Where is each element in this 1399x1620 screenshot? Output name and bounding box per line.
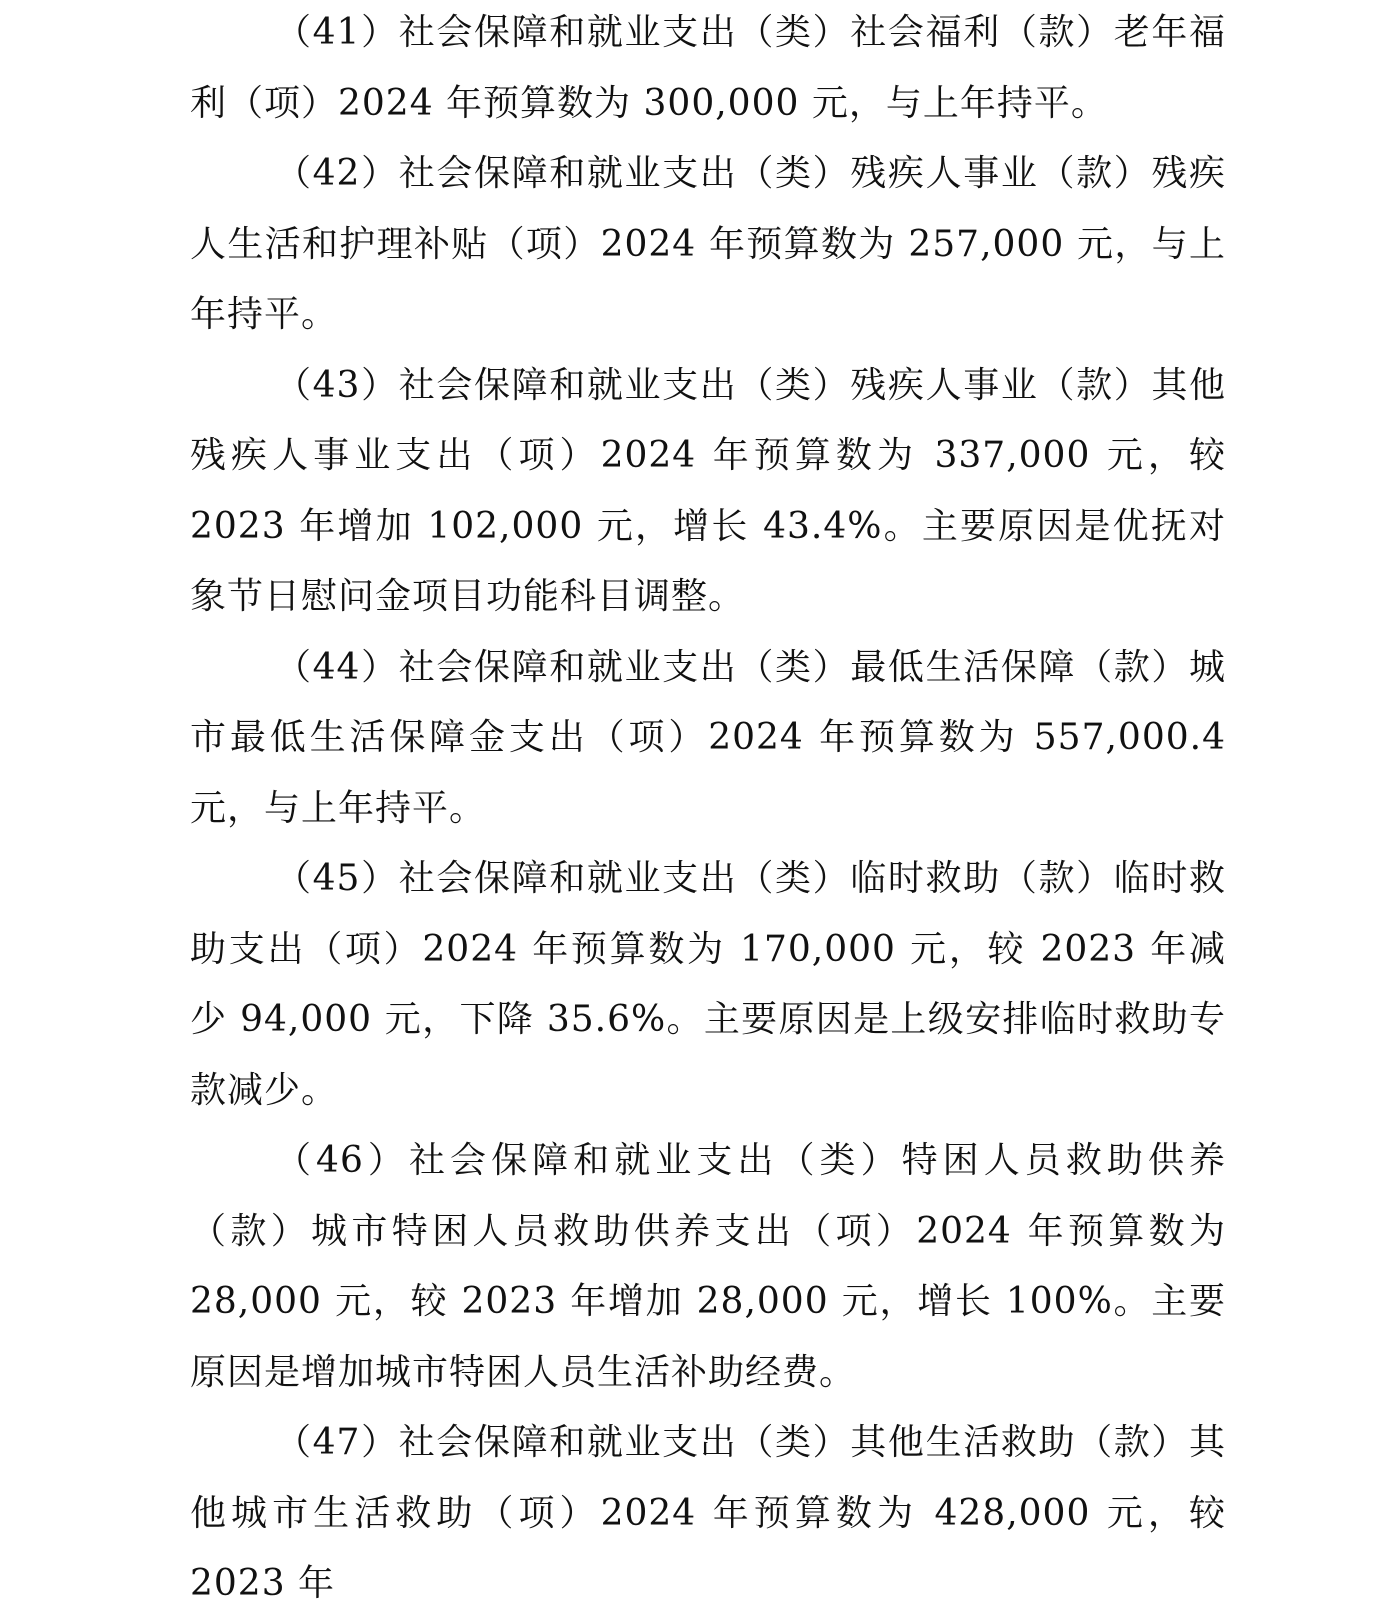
paragraph-46: （46）社会保障和就业支出（类）特困人员救助供养（款）城市特困人员救助供养支出（项）2024 年预算数为 28,000 元，较 2023 年增加 28,000 元，增长 100%。主要原因是增加城市特困人员生活补助经费。 xyxy=(190,1140,1226,1393)
paragraph-41: （41）社会保障和就业支出（类）社会福利（款）老年福利（项）2024 年预算数为 300,000 元，与上年持平。 xyxy=(190,12,1226,124)
paragraph-44: （44）社会保障和就业支出（类）最低生活保障（款）城市最低生活保障金支出（项）2024 年预算数为 557,000.4 元，与上年持平。 xyxy=(190,646,1226,829)
paragraph-47: （47）社会保障和就业支出（类）其他生活救助（款）其他城市生活救助（项）2024 年预算数为 428,000 元，较 2023 年 xyxy=(190,1422,1226,1604)
paragraph-42: （42）社会保障和就业支出（类）残疾人事业（款）残疾人生活和护理补贴（项）2024 年预算数为 257,000 元，与上年持平。 xyxy=(190,153,1226,335)
paragraph-43: （43）社会保障和就业支出（类）残疾人事业（款）其他残疾人事业支出（项）2024 年预算数为 337,000 元，较 2023 年增加 102,000 元，增长 43.4%。主要原因是优抚对象节日慰问金项目功能科目调整。 xyxy=(190,364,1226,617)
paragraph-45: （45）社会保障和就业支出（类）临时救助（款）临时救助支出（项）2024 年预算数为 170,000 元，较 2023 年减少 94,000 元，下降 35.6%。主要原因是上级安排临时救助专款减少。 xyxy=(190,858,1226,1111)
document-page xyxy=(190,0,1226,1604)
